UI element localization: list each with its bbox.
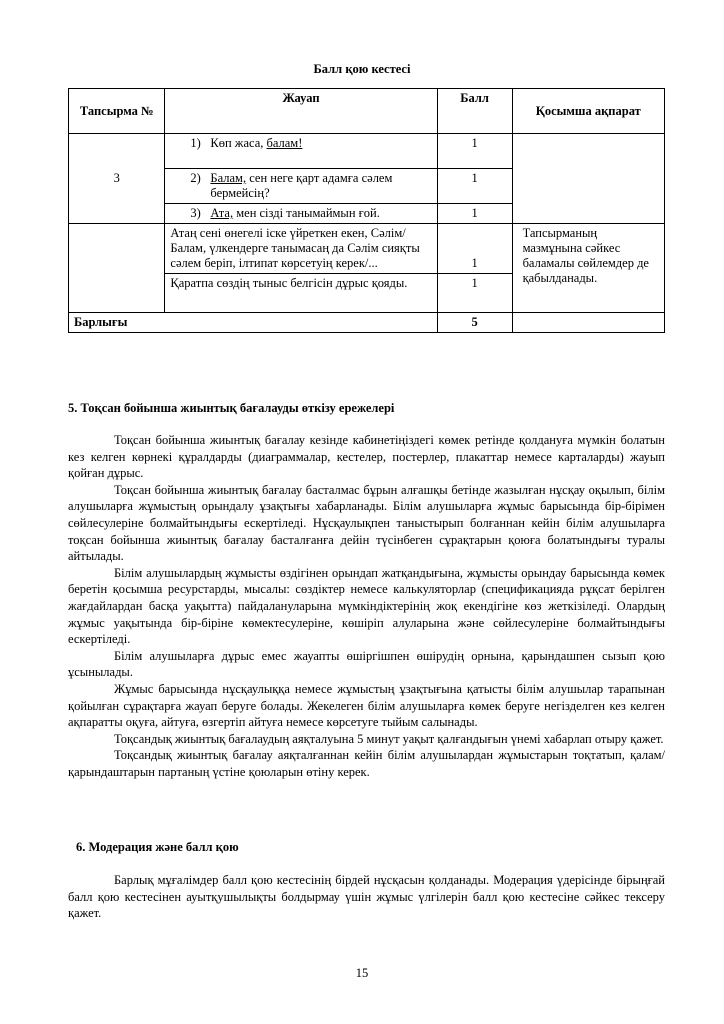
paragraph: Білім алушылардың жұмысты өздігінен орындап жатқандығына, жұмысты орындау барысында көмек беретін қосымша ресурстарды, мысалы: сөздіктер немесе калькуляторлар (спецификацияда рұқсат берілген жағдайлардан басқа уақытта) пайдалануларына мүмкіндіктерінің жоқ екендігіне көз жеткізіледі. Олардың жұмыс уақытында бір-біріне көмектесулеріне, көшіріп алуларына және сөйлесулеріне болмайтындығы ескертіледі. bbox=[68, 565, 665, 647]
score-cell: 1 bbox=[437, 134, 512, 169]
item-number: 2) bbox=[190, 171, 201, 185]
total-row bbox=[69, 313, 665, 333]
total-extra-empty bbox=[512, 313, 664, 333]
answer-cell bbox=[165, 204, 437, 224]
address-word: Балам, bbox=[210, 171, 247, 185]
page-number: 15 bbox=[355, 966, 369, 980]
answer-cell: Қаратпа сөздің тыныс белгісін дұрыс қояды. bbox=[165, 274, 437, 313]
extra-info-cell: Тапсырманың мазмұнына сәйкес баламалы сөйлемдер де қабылданады. bbox=[512, 224, 664, 313]
paragraph: Жұмыс барысында нұсқаулыққа немесе жұмыстың ұзақтығына қатысты білім алушылар тарапынан қойылған сұрақтарға жауап беруге болады. Жекелеген білім алушыларға көмек беруге негізделген кез келген ақпаратты оқуға, айтуға, өзгертіп айтуға немесе көрсетуге тыйым салынады. bbox=[68, 681, 665, 730]
answer-text: мен сізді танымаймын ғой. bbox=[233, 206, 380, 220]
table-row bbox=[69, 134, 665, 169]
paragraph: Тоқсандық жиынтық бағалаудың аяқталуына 5 минут уақыт қалғандығын үнемі хабарлап отыру қажет. bbox=[114, 731, 664, 746]
answer-cell bbox=[165, 169, 437, 204]
address-word: Ата, bbox=[210, 206, 234, 220]
extra-info-cell bbox=[512, 134, 664, 224]
paragraph: Тоқсан бойынша жиынтық бағалау басталмас бұрын алғашқы бетінде жазылған нұсқау оқылып, білім алушыларға жұмыстың орындалу ұзақтығы хабарланады. Білім алушыларға жұмыс барысында бір-бірімен сөйлесулеріне болмайтындығы ескертіледі. Нұсқаулықпен таныстырып болғаннан кейін білім алушыларға тоқсан бойынша жиынтық бағалау басталғанға дейін түсінбеген сұрақтарын қоюға болатындығы туралы айтылады. bbox=[68, 482, 665, 564]
answer-text: сен неге қарт адамға сәлем бермейсің? bbox=[210, 171, 393, 200]
score-table bbox=[68, 88, 665, 333]
item-number: 1) bbox=[190, 136, 201, 150]
paragraph: Барлық мұғалімдер балл қою кестесінің бірдей нұсқасын қолданады. Модерация үдерісінде бірыңғай балл қою кестесінен ауытқушылықты болдырмау үшін жұмыс үлгілерін балл қою кестесіне сәйкес тексеру қажет. bbox=[68, 873, 665, 921]
header-answer: Жауап bbox=[165, 89, 437, 134]
paragraph: Тоқсандық жиынтық бағалау аяқталғаннан кейін білім алушылардан жұмыстарын тоқтатып, қалам/қарындаштарын партаның үстіне қоюларын өтіну керек. bbox=[68, 748, 665, 779]
table-row bbox=[69, 224, 665, 274]
item-number: 3) bbox=[190, 206, 201, 220]
score-cell: 1 bbox=[437, 274, 512, 313]
paragraph: Тоқсан бойынша жиынтық бағалау кезінде кабинетіңіздегі көмек ретінде қолдануға мүмкін болатын кез келген көрнекі құралдарды (диаграммалар, кестелер, постерлер, плакаттар немесе карталарды) жауып қойған дұрыс. bbox=[68, 433, 665, 481]
header-task-number: Тапсырма № bbox=[69, 89, 165, 134]
table-title: Балл қою кестесі bbox=[313, 62, 411, 76]
total-label: Барлығы bbox=[69, 313, 438, 333]
section-5-heading: 5. Тоқсан бойынша жиынтық бағалауды өткізу ережелері bbox=[68, 401, 395, 415]
address-word: балам! bbox=[266, 136, 303, 150]
table-header-row bbox=[69, 89, 665, 134]
score-cell: 1 bbox=[437, 204, 512, 224]
header-extra-info: Қосымша ақпарат bbox=[512, 89, 664, 134]
header-score: Балл bbox=[437, 89, 512, 134]
answer-cell: Атаң сені өнегелі іске үйреткен екен, Сәлім/ Балам, үлкендерге танымасаң да Сәлім сияқты сәлем беріп, ілтипат көрсетуің керек/... bbox=[165, 224, 437, 274]
section-6-body bbox=[68, 872, 665, 922]
task-number-cell: 3 bbox=[69, 134, 165, 224]
section-6-heading: 6. Модерация және балл қою bbox=[76, 840, 239, 854]
total-score: 5 bbox=[437, 313, 512, 333]
answer-cell bbox=[165, 134, 437, 169]
answer-text: Көп жаса, bbox=[210, 136, 267, 150]
score-cell: 1 bbox=[437, 169, 512, 204]
paragraph: Білім алушыларға дұрыс емес жауапты өшіргішпен өшірудің орнына, қарындашпен сызып қою ұсынылады. bbox=[68, 648, 665, 680]
task-number-cell-empty bbox=[69, 224, 165, 313]
section-5-body bbox=[68, 432, 665, 780]
score-cell: 1 bbox=[437, 224, 512, 274]
